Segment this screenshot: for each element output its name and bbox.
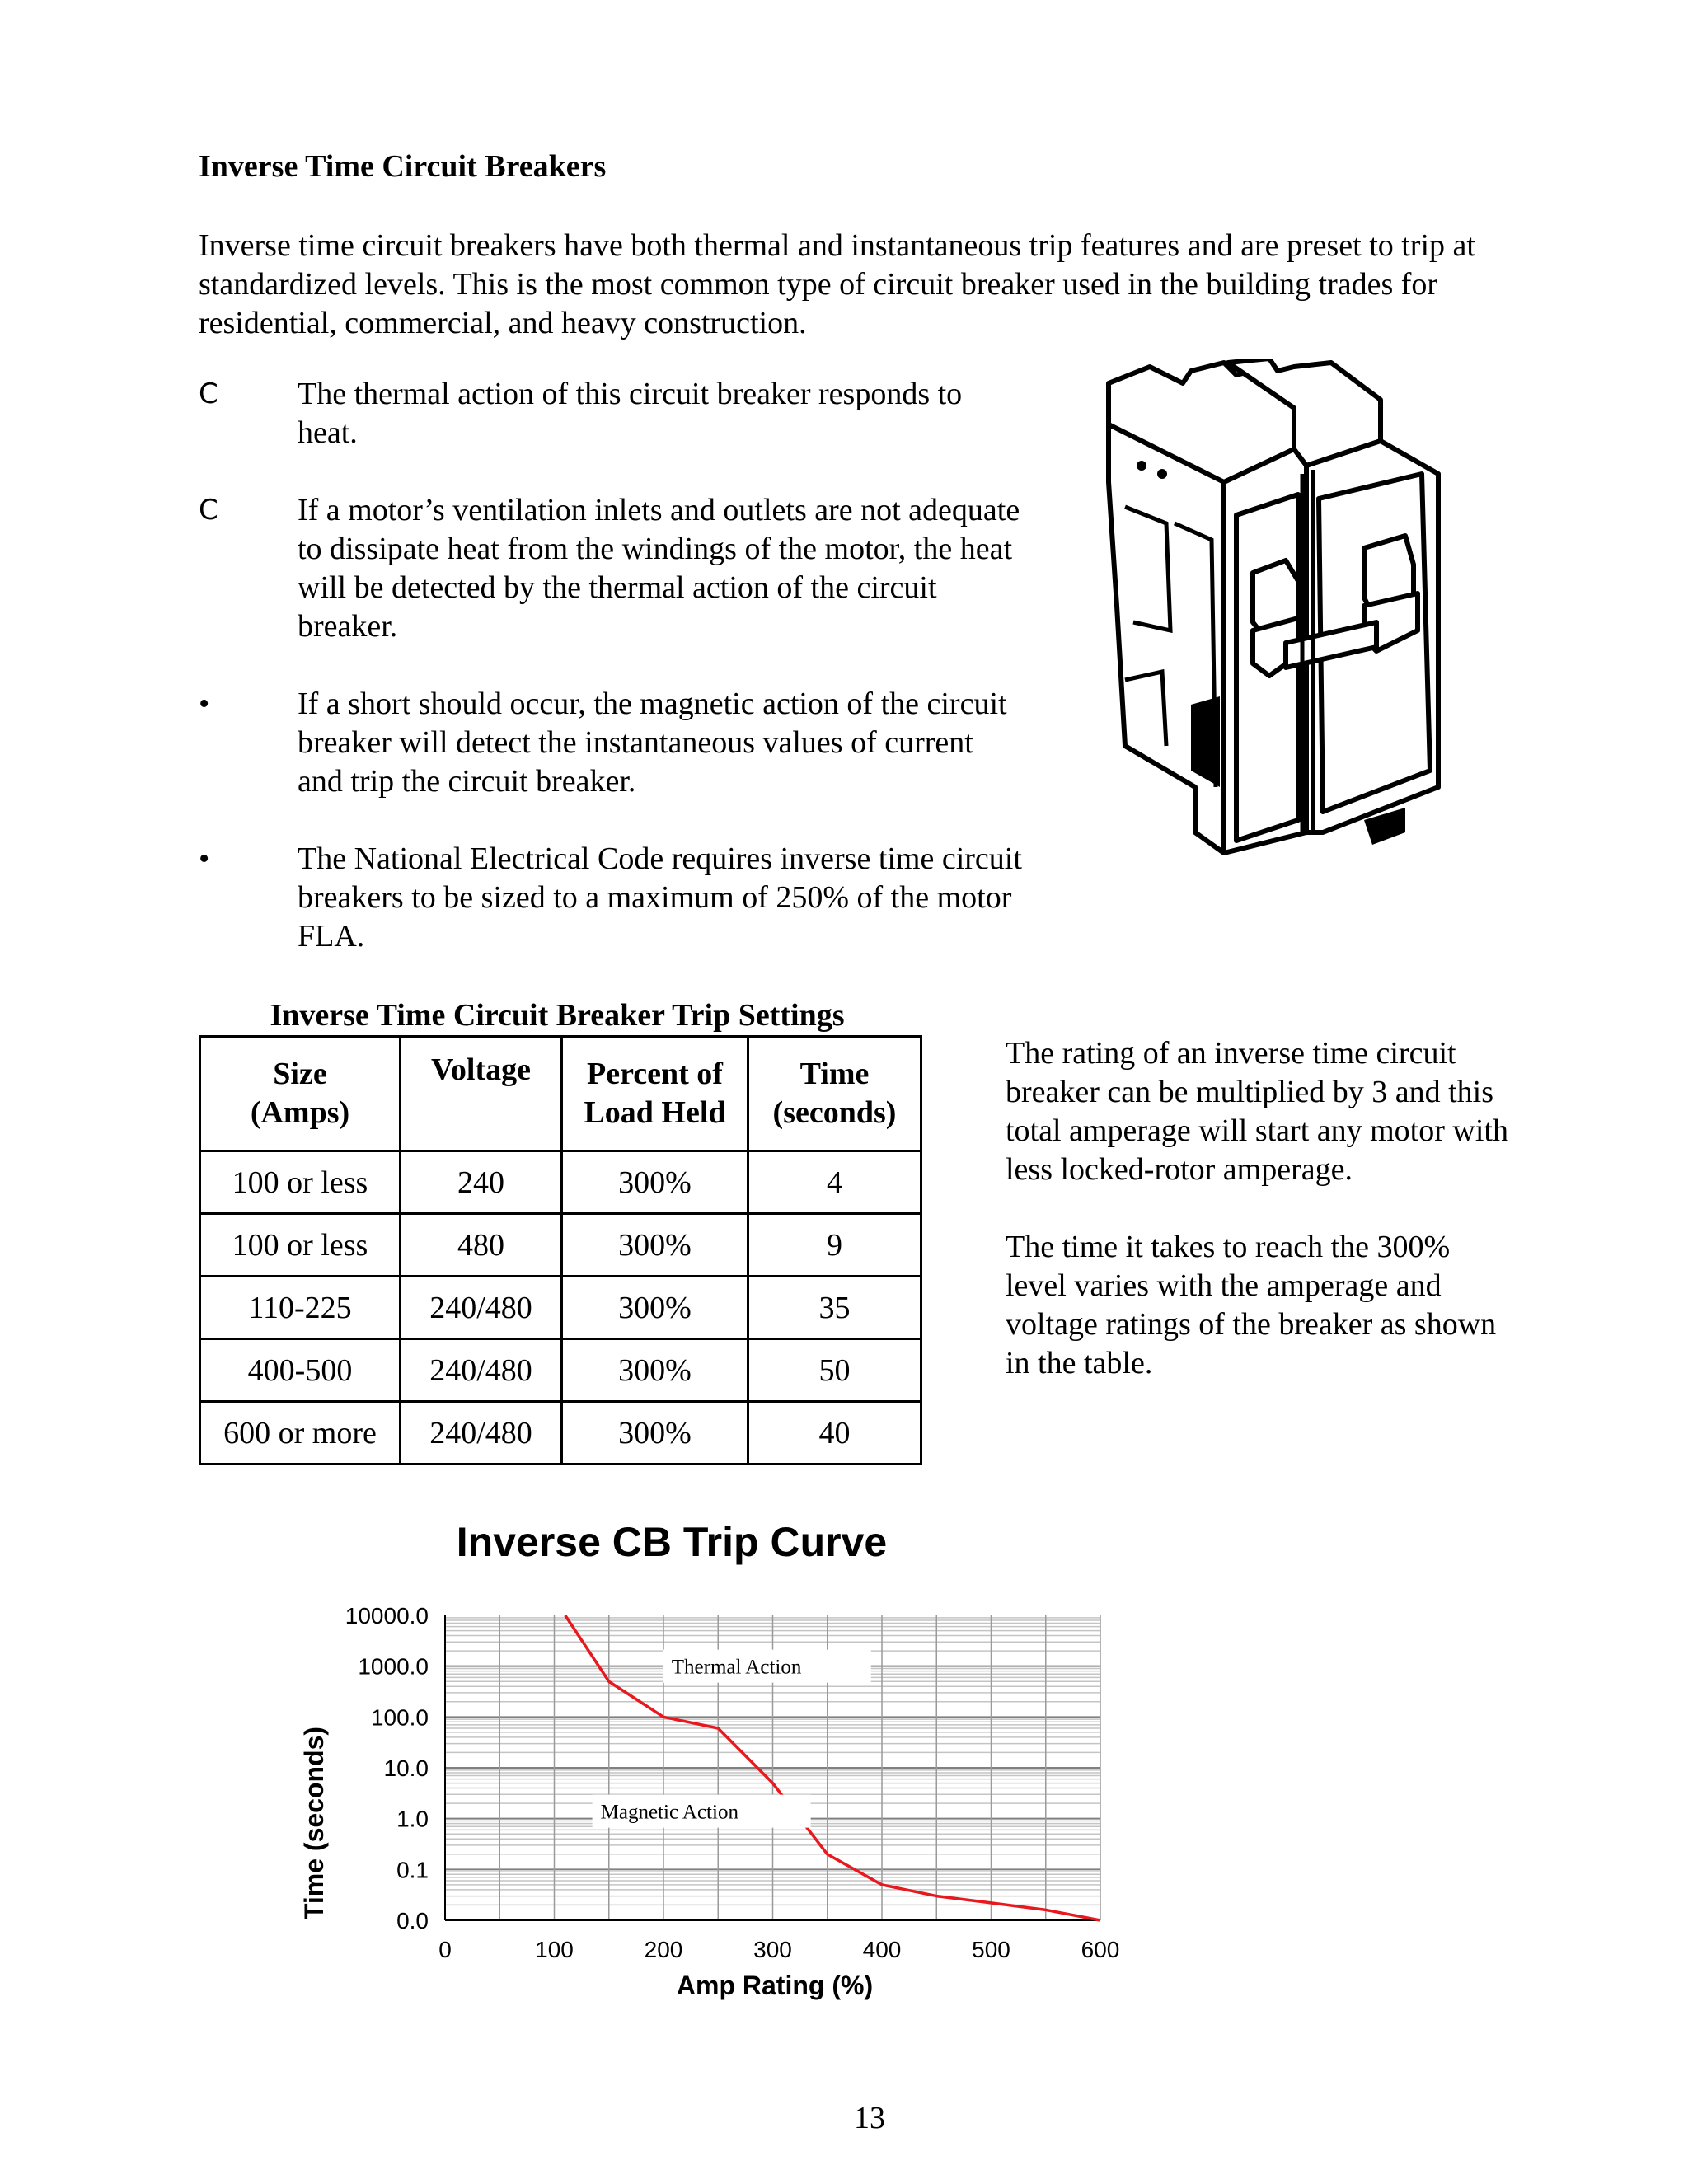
bullet-mark: • — [199, 841, 210, 876]
table-cell: 300% — [562, 1214, 748, 1277]
header-line: Voltage — [430, 1052, 532, 1087]
y-tick-label: 1.0 — [396, 1806, 429, 1832]
table-row — [200, 1214, 921, 1277]
chart-annotations — [593, 1650, 871, 1828]
x-tick-label: 600 — [1081, 1937, 1120, 1962]
intro-paragraph: Inverse time circuit breakers have both thermal and instantaneous trip features and are preset to trip at standardized levels. This is the most common type of circuit breaker used in the building trades for residential, commercial, and heavy construction. — [199, 228, 1475, 340]
bullet-text: If a motor’s ventilation inlets and outlets are not adequate to dissipate heat from the windings of the motor, the heat will be detected by the thermal action of the circuit breaker. — [298, 493, 1020, 644]
section-title: Inverse Time Circuit Breakers — [199, 149, 607, 184]
y-tick-label: 100.0 — [370, 1704, 429, 1731]
y-axis-label: Time (seconds) — [299, 1726, 329, 1920]
table-cell: 300% — [562, 1277, 748, 1339]
table-cell: 240/480 — [401, 1402, 562, 1465]
table-row — [200, 1339, 921, 1402]
table-cell: 100 or less — [200, 1214, 401, 1277]
y-tick-label: 10000.0 — [345, 1603, 429, 1629]
trip-curve-chart — [280, 1516, 1154, 2011]
bullet-text: If a short should occur, the magnetic action of the circuit breaker will detect the instantaneous values of current and trip the circuit breaker. — [298, 687, 1007, 799]
table-row — [200, 1277, 921, 1339]
x-tick-label: 300 — [753, 1937, 792, 1962]
table-cell: 100 or less — [200, 1151, 401, 1214]
table-cell: 40 — [748, 1402, 921, 1465]
table-cell: 300% — [562, 1402, 748, 1465]
y-tick-label: 10.0 — [383, 1755, 429, 1781]
table-cell: 110-225 — [200, 1277, 401, 1339]
bullet-item — [199, 375, 1023, 452]
x-tick-label: 100 — [535, 1937, 574, 1962]
bullet-item — [199, 491, 1023, 646]
table-title: Inverse Time Circuit Breaker Trip Settings — [270, 998, 845, 1033]
table-cell: 480 — [401, 1214, 562, 1277]
x-axis-label: Amp Rating (%) — [676, 1971, 874, 2000]
column-header-time — [748, 1037, 921, 1151]
chart-title: Inverse CB Trip Curve — [456, 1519, 888, 1565]
table-cell: 600 or more — [200, 1402, 401, 1465]
bullet-list — [199, 375, 1023, 995]
circuit-breaker-illustration — [1092, 359, 1471, 861]
chart-annotation — [663, 1650, 871, 1683]
table-cell: 300% — [562, 1151, 748, 1214]
x-tick-label: 400 — [862, 1937, 902, 1962]
bullet-text: The thermal action of this circuit breaker responds to heat. — [298, 377, 963, 450]
header-line: Percent of — [587, 1057, 723, 1091]
chart-annotation — [593, 1795, 811, 1828]
table-row — [200, 1151, 921, 1214]
y-tick-label: 0.0 — [396, 1908, 429, 1933]
bullet-mark: C — [199, 494, 218, 527]
table-cell: 240/480 — [401, 1277, 562, 1339]
table-cell: 50 — [748, 1339, 921, 1402]
trip-settings-table — [199, 1035, 922, 1465]
table-cell: 9 — [748, 1214, 921, 1277]
header-line: Time — [799, 1057, 870, 1091]
table-row — [200, 1402, 921, 1465]
bullet-item — [199, 840, 1023, 956]
side-paragraph: The rating of an inverse time circuit breaker can be multiplied by 3 and this total amperage will start any motor with less locked-rotor amperage. — [1006, 1036, 1508, 1187]
header-line: (Amps) — [250, 1095, 350, 1130]
column-header-percent — [562, 1037, 748, 1151]
header-line: Load Held — [584, 1095, 726, 1130]
x-tick-label: 200 — [644, 1937, 683, 1962]
table-cell: 240 — [401, 1151, 562, 1214]
y-tick-label: 1000.0 — [358, 1653, 429, 1680]
bullet-text: The National Electrical Code requires inverse time circuit breakers to be sized to a maximum of 250% of the motor FLA. — [298, 841, 1022, 954]
x-tick-label: 0 — [438, 1937, 452, 1962]
table-cell: 240/480 — [401, 1339, 562, 1402]
page-number: 13 — [854, 2101, 885, 2135]
side-notes — [1006, 1034, 1517, 1422]
bullet-item — [199, 685, 1023, 801]
y-tick-label: 0.1 — [396, 1857, 429, 1883]
side-paragraph: The time it takes to reach the 300% level varies with the amperage and voltage ratings of the breaker as shown in the table. — [1006, 1230, 1497, 1380]
table-cell: 400-500 — [200, 1339, 401, 1402]
table-header-row — [200, 1037, 921, 1151]
table-cell: 4 — [748, 1151, 921, 1214]
table-cell: 300% — [562, 1339, 748, 1402]
column-header-voltage — [401, 1037, 562, 1151]
header-line: (seconds) — [772, 1095, 897, 1130]
header-line: Size — [273, 1057, 327, 1091]
bullet-mark: C — [199, 377, 218, 410]
column-header-size — [200, 1037, 401, 1151]
bullet-mark: • — [199, 687, 210, 721]
annotation-text: Magnetic Action — [600, 1801, 738, 1824]
annotation-text: Thermal Action — [671, 1656, 802, 1679]
x-tick-label: 500 — [972, 1937, 1010, 1962]
table-cell: 35 — [748, 1277, 921, 1339]
